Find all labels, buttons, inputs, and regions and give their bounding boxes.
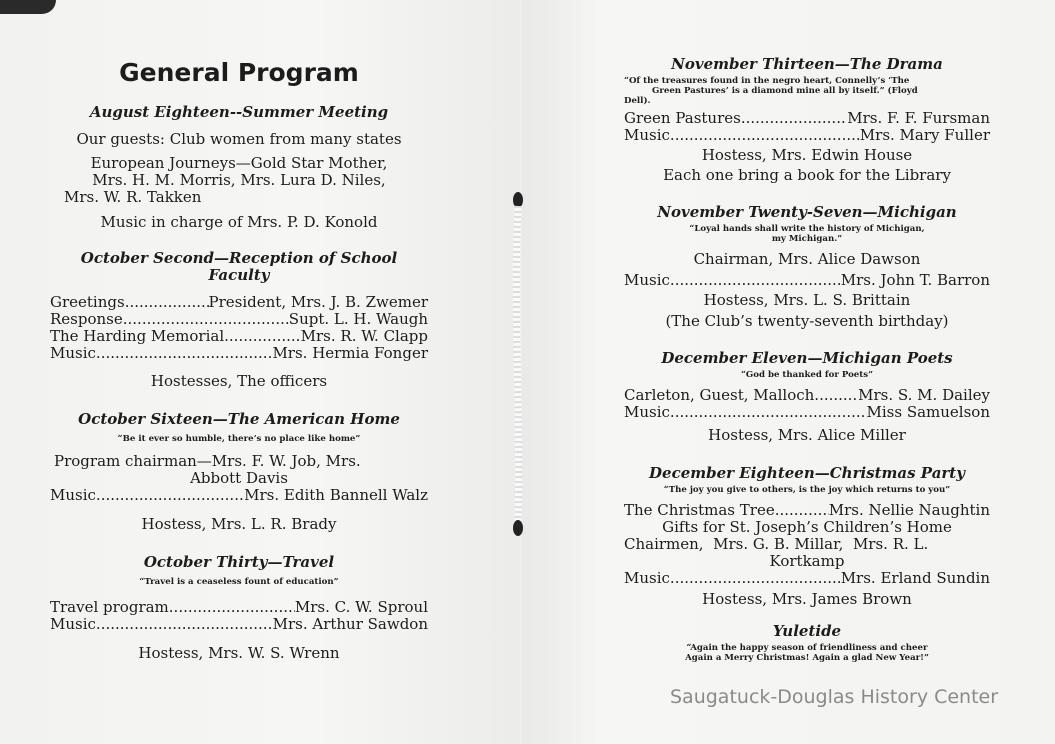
section-november-twenty-seven	[624, 204, 990, 244]
section-heading: November Twenty-Seven—Michigan	[657, 203, 957, 221]
gifts-line: Gifts for St. Joseph’s Children’s Home	[662, 518, 952, 536]
journeys-line: European Journeys—Gold Star Mother,	[90, 154, 388, 172]
december-eighteen-body	[624, 502, 990, 587]
section-october-sixteen	[50, 411, 428, 444]
section-quote: “The joy you give to others, is the joy which returns to you”	[663, 485, 951, 495]
program-row	[50, 328, 428, 345]
section-december-eighteen	[624, 465, 990, 495]
journeys-line: Mrs. W. R. Takken	[64, 188, 202, 206]
row-label: The Harding Memorial	[50, 327, 225, 345]
section-quote: my Michigan.”	[771, 234, 843, 244]
row-value: Supt. L. H. Waugh	[288, 310, 428, 328]
section-heading: November Thirteen—The Drama	[671, 55, 943, 73]
section-quote: Again a Merry Christmas! Again a glad New Year!”	[685, 653, 929, 663]
note-block	[624, 167, 990, 184]
program-row	[624, 272, 990, 289]
section-quote: “Of the treasures found in the negro heart, Connelly’s ‘The	[624, 76, 910, 86]
section-heading: Faculty	[208, 266, 270, 284]
section-heading: December Eleven—Michigan Poets	[661, 349, 953, 367]
note-block	[624, 313, 990, 330]
hostess-block	[624, 147, 990, 164]
november-thirteen-rows	[624, 110, 990, 144]
journeys-line: Mrs. H. M. Morris, Mrs. Lura D. Niles,	[92, 171, 386, 189]
program-row	[50, 345, 428, 362]
hostess-block	[50, 645, 428, 662]
section-quote: Dell).	[624, 96, 651, 106]
hostess-line: Hostess, Mrs. James Brown	[702, 590, 912, 608]
hostess-line: Hostess, Mrs. W. S. Wrenn	[138, 644, 340, 662]
chairmen-line: Kortkamp	[769, 552, 845, 570]
row-value: Mrs. R. W. Clapp	[300, 327, 428, 345]
section-quote: “Again the happy season of friendliness and cheer	[686, 643, 928, 653]
chairman-line: Abbott Davis	[190, 469, 288, 487]
program-row	[50, 311, 428, 328]
note-line: Each one bring a book for the Library	[663, 166, 951, 184]
section-december-eleven	[624, 350, 990, 380]
november-twenty-seven-body	[624, 251, 990, 268]
row-label: Greetings	[50, 293, 125, 311]
program-row	[624, 502, 990, 519]
hostess-line: Hostesses, The officers	[150, 372, 328, 390]
row-label: Music	[624, 403, 670, 421]
section-quote: “Be it ever so humble, there’s no place like home”	[117, 434, 361, 444]
corner-shadow	[0, 0, 56, 14]
row-label: Music	[624, 271, 670, 289]
section-heading: December Eighteen—Christmas Party	[649, 464, 965, 482]
row-value: Mrs. John T. Barron	[840, 271, 990, 289]
program-row	[50, 599, 428, 616]
program-title: General Program	[119, 58, 359, 87]
music-line: Music in charge of Mrs. P. D. Konold	[100, 213, 378, 231]
row-value: Mrs. Erland Sundin	[840, 569, 990, 587]
section-quote: “Travel is a ceaseless fount of education”	[139, 577, 339, 587]
guests-line: Our guests: Club women from many states	[76, 130, 402, 148]
section-october-thirty	[50, 554, 428, 587]
section-october-second	[50, 250, 428, 284]
row-label: The Christmas Tree	[624, 501, 775, 519]
hostess-line: Hostess, Mrs. Alice Miller	[708, 426, 906, 444]
section-november-thirteen	[624, 56, 990, 106]
row-value: Mrs. Mary Fuller	[859, 126, 990, 144]
row-label: Music	[624, 569, 670, 587]
section-yuletide	[624, 623, 990, 663]
section-heading: October Second—Reception of School	[80, 249, 398, 267]
watermark-text: Saugatuck-Douglas History Center	[670, 686, 999, 708]
section-quote: “Loyal hands shall write the history of Michigan,	[689, 224, 925, 234]
section-heading: October Sixteen—The American Home	[78, 410, 400, 428]
hostess-block	[50, 373, 428, 390]
row-value: Mrs. Hermia Fonger	[272, 344, 428, 362]
row-value: Mrs. C. W. Sproul	[294, 598, 428, 616]
row-value: Mrs. Arthur Sawdon	[272, 615, 428, 633]
journeys-block	[50, 155, 428, 206]
row-value: Mrs. F. F. Fursman	[847, 109, 990, 127]
section-quote: “God be thanked for Poets”	[740, 370, 874, 380]
hostess-line: Hostess, Mrs. L. R. Brady	[141, 515, 337, 533]
row-label: Response	[50, 310, 123, 328]
chairman-line: Chairman, Mrs. Alice Dawson	[693, 250, 921, 268]
row-value: Mrs. Edith Bannell Walz	[244, 486, 428, 504]
music-block	[50, 214, 428, 231]
november-twenty-seven-rows	[624, 272, 990, 289]
note-line: (The Club’s twenty-seventh birthday)	[665, 312, 949, 330]
october-second-rows	[50, 294, 428, 362]
row-value: Mrs. Nellie Naughtin	[828, 501, 990, 519]
program-row	[624, 387, 990, 404]
program-row	[624, 110, 990, 127]
row-value: Miss Samuelson	[866, 403, 990, 421]
section-heading: October Thirty—Travel	[143, 553, 335, 571]
row-label: Music	[50, 344, 96, 362]
row-label: Carleton, Guest, Malloch	[624, 386, 815, 404]
chairman-line: Program chairman—Mrs. F. W. Job, Mrs.	[54, 452, 361, 470]
hostess-block	[624, 292, 990, 309]
program-row	[50, 294, 428, 311]
chairmen-line: Chairmen, Mrs. G. B. Millar, Mrs. R. L.	[624, 535, 929, 553]
row-label: Green Pastures	[624, 109, 741, 127]
hostess-block	[624, 591, 990, 608]
guests-block	[50, 131, 428, 148]
section-heading: August Eighteen--Summer Meeting	[89, 103, 389, 121]
hostess-line: Hostess, Mrs. Edwin House	[701, 146, 913, 164]
row-label: Music	[50, 615, 96, 633]
october-thirty-rows	[50, 599, 428, 633]
section-heading: Yuletide	[772, 622, 842, 640]
program-row	[624, 127, 990, 144]
program-row	[624, 404, 990, 421]
section-quote: Green Pastures’ is a diamond mine all by itself.” (Floyd	[652, 86, 918, 96]
december-eleven-rows	[624, 387, 990, 421]
row-label: Travel program	[50, 598, 169, 616]
program-row	[624, 570, 990, 587]
row-value: Mrs. S. M. Dailey	[858, 386, 990, 404]
row-label: Music	[624, 126, 670, 144]
program-row	[50, 487, 428, 504]
binding-cord	[510, 192, 528, 538]
program-row	[50, 616, 428, 633]
section-august-eighteen	[50, 104, 428, 121]
row-value: President, Mrs. J. B. Zwemer	[208, 293, 428, 311]
hostess-block	[50, 516, 428, 533]
hostess-line: Hostess, Mrs. L. S. Brittain	[703, 291, 911, 309]
hostess-block	[624, 427, 990, 444]
october-sixteen-body	[50, 453, 428, 504]
row-label: Music	[50, 486, 96, 504]
